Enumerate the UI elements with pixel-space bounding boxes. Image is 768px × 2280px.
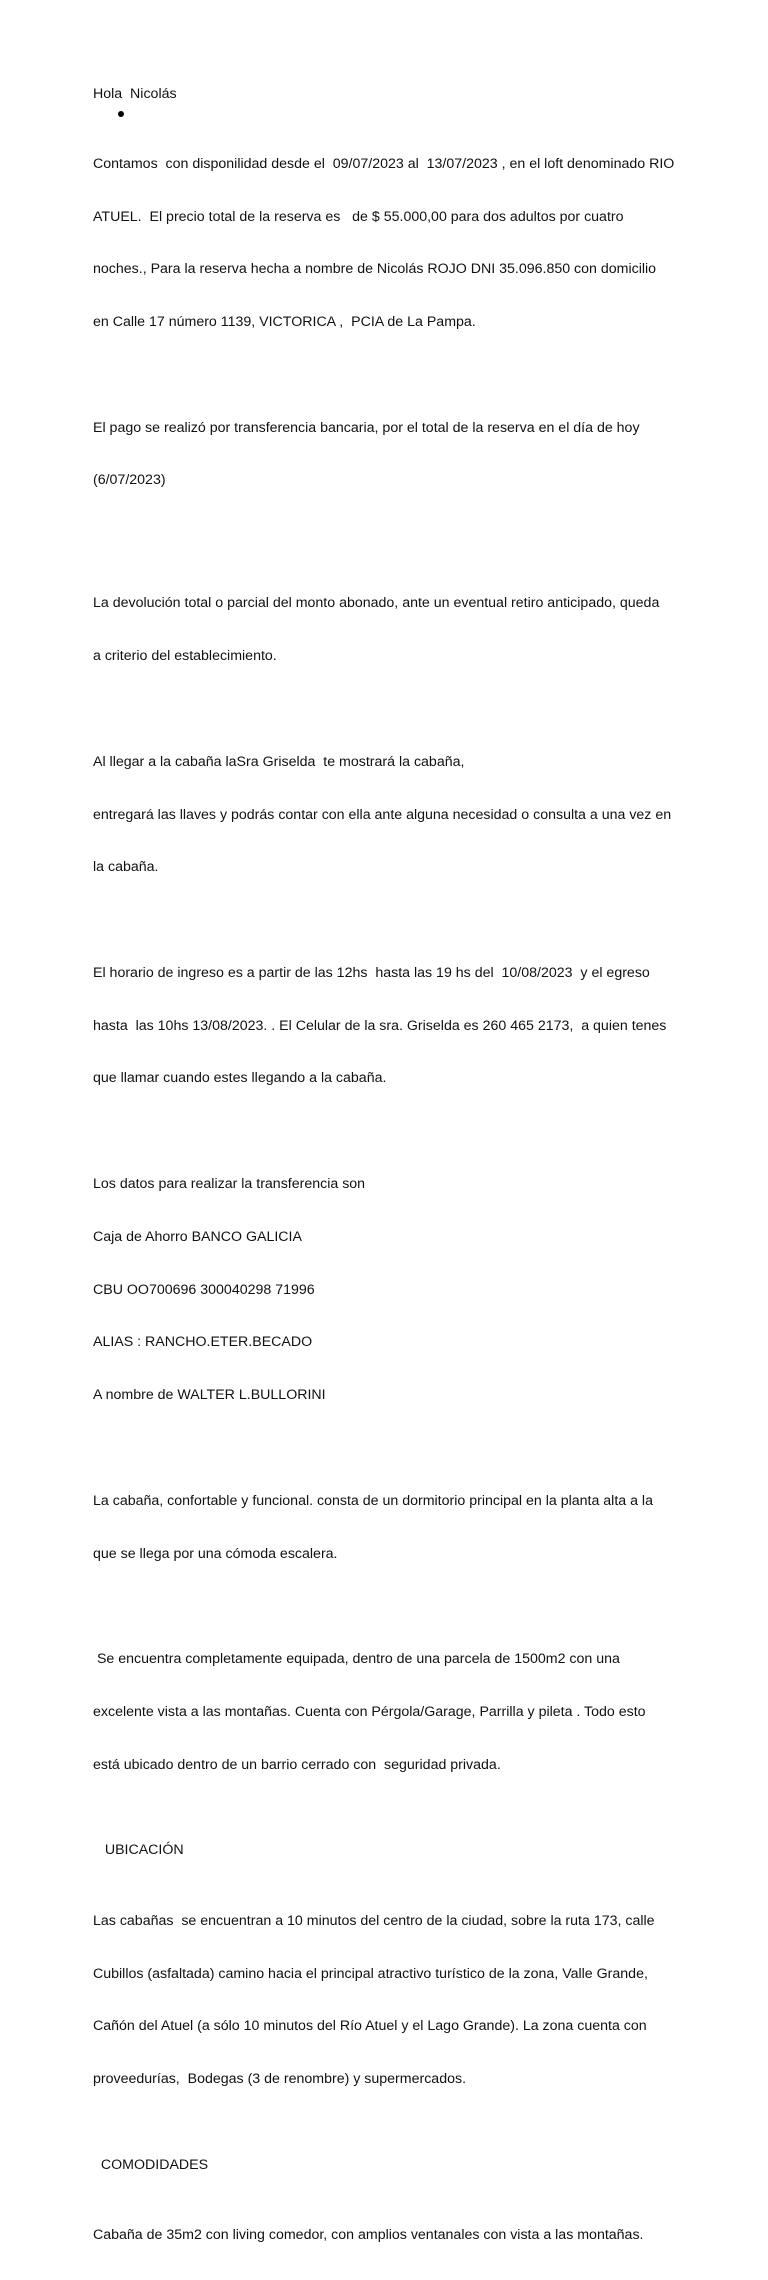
text-line: (6/07/2023) (93, 472, 166, 489)
text-line: la cabaña. (93, 859, 159, 876)
text-line: Se encuentra completamente equipada, dentro de una parcela de 1500m2 con una (93, 1651, 620, 1668)
bank-name: Caja de Ahorro BANCO GALICIA (93, 1228, 302, 1245)
refund-paragraph (93, 560, 693, 701)
cbu-number: CBU OO700696 300040298 71996 (93, 1281, 315, 1298)
text-line: Contamos con disponilidad desde el 09/07/2023 al 13/07/2023 , en el loft denominado RIO (93, 155, 675, 172)
text-line: que llamar cuando estes llegando a la cabaña. (93, 1070, 387, 1087)
alias: ALIAS : RANCHO.ETER.BECADO (93, 1334, 313, 1351)
transfer-details (93, 1141, 693, 1440)
text-line: La devolución total o parcial del monto abonado, ante un eventual retiro anticipado, queda (93, 595, 660, 612)
equipment-paragraph (93, 1616, 693, 1810)
amenities-paragraph (93, 2192, 693, 2280)
text-line: Cabaña de 35m2 con living comedor, con amplios ventanales con vista a las montañas. (93, 2227, 644, 2244)
text-line: Las cabañas se encuentran a 10 minutos del centro de la ciudad, sobre la ruta 173, calle (93, 1912, 655, 1929)
text-line: Los datos para realizar la transferencia son (93, 1176, 366, 1193)
location-heading: UBICACIÓN (93, 1842, 184, 1859)
text-line: Cubillos (asfaltada) camino hacia el principal atractivo turístico de la zona, Valle Grande, (93, 1965, 648, 1982)
text-line: El horario de ingreso es a partir de las 12hs hasta las 19 hs del 10/08/2023 y el egreso (93, 964, 650, 981)
text-line: Cañón del Atuel (a sólo 10 minutos del Río Atuel y el Lago Grande). La zona cuenta con (93, 2018, 647, 2035)
text-line: ATUEL. El precio total de la reserva es de $ 55.000,00 para dos adultos por cuatro (93, 208, 624, 225)
text-line: excelente vista a las montañas. Cuenta con Pérgola/Garage, Parrilla y pileta . Todo esto (93, 1703, 646, 1720)
text-line: hasta las 10hs 13/08/2023. . El Celular de la sra. Griselda es 260 465 2173, a quien tenes (93, 1017, 667, 1034)
text-line: Al llegar a la cabaña laSra Griselda te mostrará la cabaña, (93, 753, 465, 770)
payment-paragraph (93, 385, 693, 526)
text-line: que se llega por una cómoda escalera. (93, 1545, 338, 1562)
text-line: El pago se realizó por transferencia bancaria, por el total de la reserva en el día de hoy (93, 419, 640, 436)
text-line: entregará las llaves y podrás contar con ella ante alguna necesidad o consulta a una vez en (93, 806, 672, 823)
account-holder: A nombre de WALTER L.BULLORINI (93, 1387, 326, 1404)
schedule-paragraph (93, 930, 693, 1124)
arrival-paragraph (93, 719, 693, 913)
text-line: en Calle 17 número 1139, VICTORICA , PCIA de La Pampa. (93, 314, 476, 331)
location-paragraph (93, 1878, 693, 2124)
text-line: noches., Para la reserva hecha a nombre de Nicolás ROJO DNI 35.096.850 con domicilio (93, 261, 657, 278)
text-line: a criterio del establecimiento. (93, 648, 277, 665)
text-line: proveedurías, Bodegas (3 de renombre) y supermercados. (93, 2071, 467, 2088)
bullet-point (93, 104, 693, 121)
availability-paragraph (93, 121, 693, 367)
greeting: Hola Nicolás (93, 86, 177, 102)
document-page (93, 86, 693, 2280)
text-line: está ubicado dentro de un barrio cerrado con seguridad privada. (93, 1756, 501, 1773)
amenities-heading: COMODIDADES (93, 2156, 209, 2173)
cabin-paragraph (93, 1458, 693, 1599)
text-line: La cabaña, confortable y funcional. consta de un dormitorio principal en la planta alta a la (93, 1492, 653, 1509)
